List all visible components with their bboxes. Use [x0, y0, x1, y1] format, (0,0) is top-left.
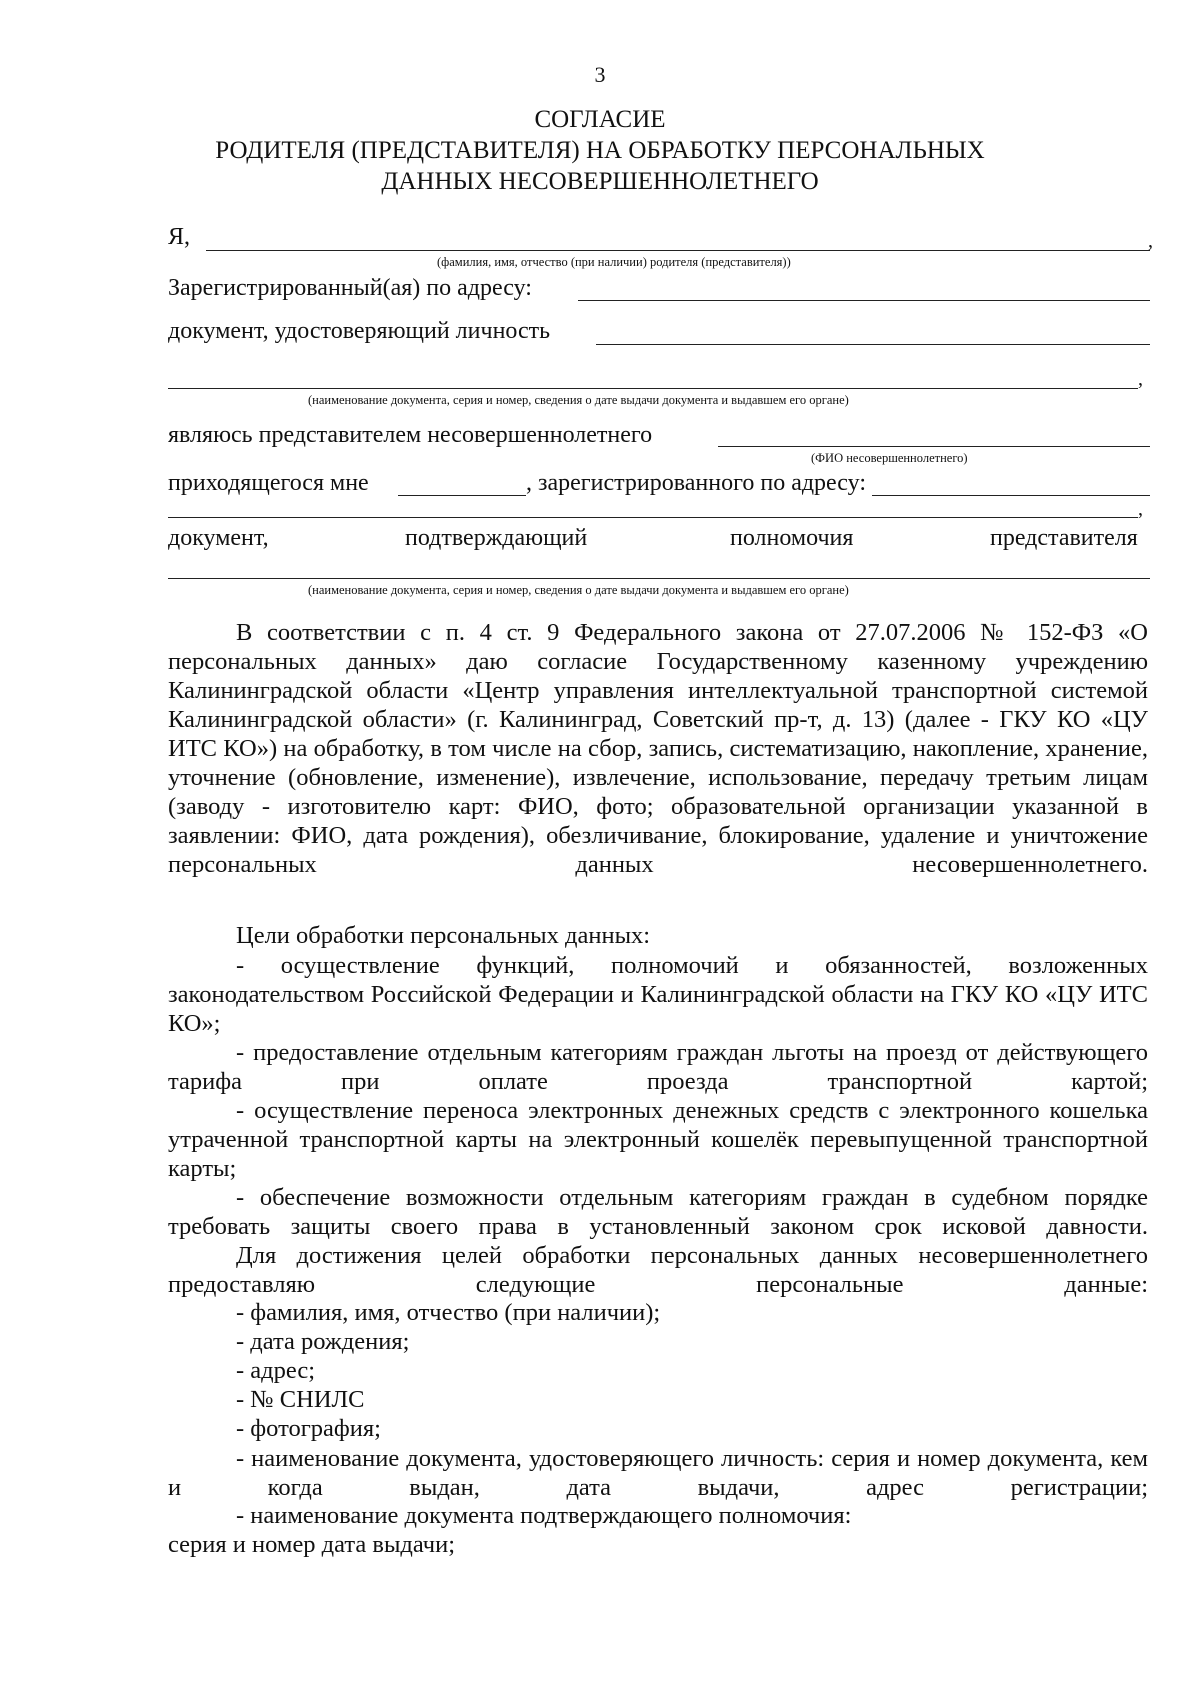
data-item-2: - дата рождения; [236, 1328, 410, 1355]
document-title-line-2: РОДИТЕЛЯ (ПРЕДСТАВИТЕЛЯ) НА ОБРАБОТКУ ПЕРСОНАЛЬНЫХ [215, 137, 985, 164]
consent-paragraph: В соответствии с п. 4 ст. 9 Федерального закона от 27.07.2006 № 152-ФЗ «О персональных данных» даю согласие Государственному казенному учреждению Калининградской области «Центр управления интеллектуальной транспортной системой Калининградской области» (г. Калининград, Советский пр-т, д. 13) (далее - ГКУ КО «ЦУ ИТС КО») на обработку, в том числе на сбор, запись, систематизацию, накопление, хранение, уточнение (обновление, изменение), извлечение, использование, передачу третьим лицам (заводу - изготовителю карт: ФИО, фото; образовательной организации указанной в заявлении: ФИО, дата рождения), обезличивание, блокирование, удаление и уничтожение персональных данных несовершеннолетнего. [168, 619, 1148, 878]
authority-document-field[interactable] [168, 578, 1150, 579]
purpose-item-4: - обеспечение возможности отдельным категориям граждан в судебном порядке требовать защиты своего права в установленный законом срок исковой давности. [168, 1184, 1148, 1240]
parent-address-field[interactable] [578, 300, 1150, 301]
identity-document-caption: (наименование документа, серия и номер, сведения о дате выдачи документа и выдавшем его органе) [308, 393, 849, 407]
identity-document-field[interactable] [596, 344, 1150, 345]
minor-name-field[interactable] [718, 446, 1150, 447]
data-intro-paragraph: Для достижения целей обработки персональных данных несовершеннолетнего предоставляю следующие персональные данные: [168, 1242, 1148, 1298]
document-title-line-1: СОГЛАСИЕ [534, 106, 666, 133]
data-item-4: - № СНИЛС [236, 1386, 365, 1413]
data-item-1: - фамилия, имя, отчество (при наличии); [236, 1299, 661, 1326]
parent-name-field[interactable] [206, 250, 1150, 251]
data-item-3: - адрес; [236, 1357, 316, 1384]
authority-word-4: представителя [990, 525, 1138, 551]
relation-label: приходящегося мне [168, 470, 369, 496]
authority-word-2: подтверждающий [405, 525, 588, 551]
authority-word-1: документ, [168, 525, 269, 551]
minor-name-caption: (ФИО несовершеннолетнего) [811, 451, 968, 465]
purpose-item-1: - осуществление функций, полномочий и обязанностей, возложенных законодательством Российской Федерации и Калининградской области на ГКУ КО «ЦУ ИТС КО»; [168, 952, 1148, 1037]
data-item-7: - наименование документа подтверждающего полномочия: [236, 1502, 852, 1529]
address-comma: , [1138, 498, 1143, 520]
identity-document-field-continued[interactable] [168, 388, 1138, 389]
purpose-item-3: - осуществление переноса электронных денежных средств с электронного кошелька утраченной транспортной карты на электронный кошелёк перевыпущенной транспортной карты; [168, 1097, 1148, 1182]
relation-field[interactable] [398, 495, 526, 496]
document-comma: , [1138, 368, 1143, 390]
page-number: 3 [594, 62, 606, 87]
registered-address-label: Зарегистрированный(ая) по адресу: [168, 275, 532, 301]
ya-label: Я, [168, 224, 191, 250]
document-title-line-3: ДАННЫХ НЕСОВЕРШЕННОЛЕТНЕГО [381, 168, 819, 195]
identity-document-label: документ, удостоверяющий личность [168, 318, 551, 344]
purposes-heading: Цели обработки персональных данных: [236, 922, 651, 949]
authority-word-3: полномочия [730, 525, 854, 551]
purpose-item-2: - предоставление отдельным категориям граждан льготы на проезд от действующего тарифа при оплате проезда транспортной картой; [168, 1039, 1148, 1095]
authority-document-caption: (наименование документа, серия и номер, сведения о дате выдачи документа и выдавшем его органе) [308, 583, 849, 597]
data-item-6: - наименование документа, удостоверяющего личность: серия и номер документа, кем и когда выдан, дата выдачи, адрес регистрации; [168, 1445, 1148, 1501]
registered-minor-label: , зарегистрированного по адресу: [526, 470, 866, 496]
data-item-5: - фотография; [236, 1415, 381, 1442]
minor-address-field-continued[interactable] [168, 517, 1138, 518]
data-item-8: серия и номер дата выдачи; [168, 1531, 456, 1558]
ya-comma: , [1148, 230, 1153, 252]
parent-name-caption: (фамилия, имя, отчество (при наличии) родителя (представителя)) [437, 255, 791, 269]
minor-address-field[interactable] [872, 495, 1150, 496]
representative-label: являюсь представителем несовершеннолетнего [168, 422, 653, 448]
